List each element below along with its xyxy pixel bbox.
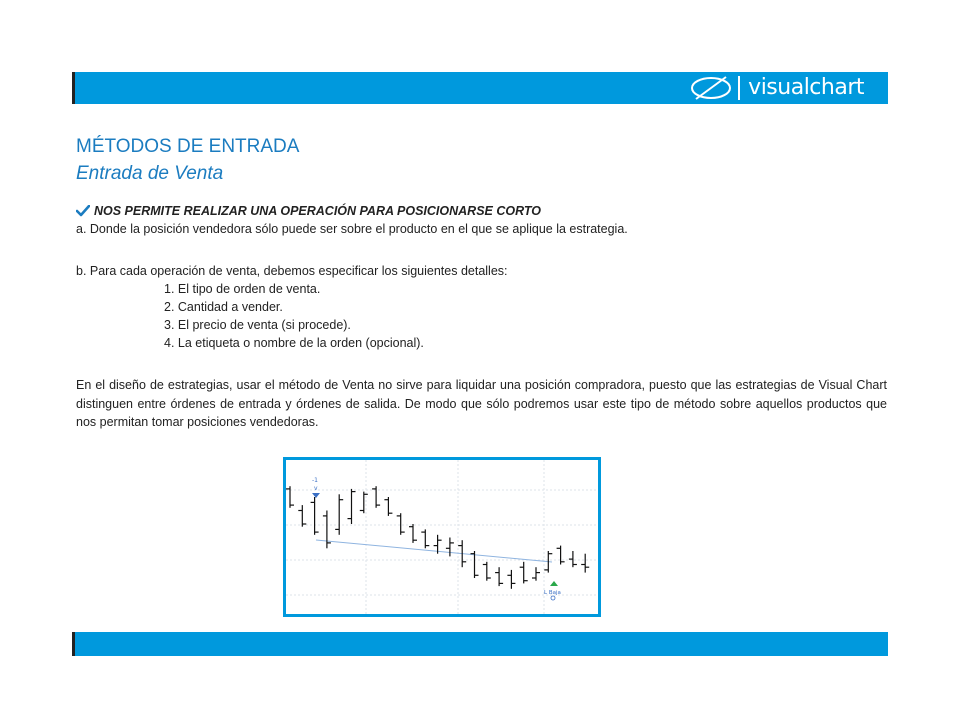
page-title: MÉTODOS DE ENTRADA (76, 136, 300, 157)
detail-3: 3. El precio de venta (si procede). (164, 318, 351, 332)
ohlc-bar (446, 538, 454, 557)
exit-label: L Baja (544, 590, 561, 596)
detail-4: 4. La etiqueta o nombre de la orden (opcional). (164, 336, 424, 350)
ohlc-bar (286, 486, 294, 508)
ohlc-bar (495, 567, 503, 586)
trend-line (316, 540, 552, 562)
visualchart-logo-icon (688, 75, 734, 101)
ohlc-bar (298, 505, 306, 527)
entry-label: -1 (312, 477, 318, 484)
header-bar (72, 72, 888, 104)
ohlc-bar (360, 492, 368, 514)
brand-name: visualchart (738, 76, 864, 100)
entry-arrow-icon (312, 493, 320, 498)
page-subtitle: Entrada de Venta (76, 163, 224, 184)
ohlc-bar (581, 554, 589, 573)
ohlc-bar (348, 489, 356, 524)
visualchart-logo (688, 75, 864, 101)
ohlc-bar (409, 524, 417, 543)
chart-screenshot (283, 457, 601, 617)
footer-bar (72, 632, 888, 656)
ohlc-bar (397, 513, 405, 535)
ohlc-bar (335, 494, 343, 535)
body-paragraph: En el diseño de estrategias, usar el método de Venta no sirve para liquidar una posición compradora, puesto que las estrategias de Visual Chart distinguen entre órdenes de entrada y órdenes de salida. De modo que sólo podremos usar este tipo de método sobre aquellos productos que nos permitan tomar posiciones vendedoras. (76, 378, 887, 429)
item-b: b. Para cada operación de venta, debemos especificar los siguientes detalles: (76, 264, 508, 278)
ohlc-bar (311, 497, 319, 535)
bullet-text: NOS PERMITE REALIZAR UNA OPERACIÓN PARA POSICIONARSE CORTO (94, 204, 542, 218)
ohlc-bar (421, 529, 429, 548)
checkmark-icon (76, 205, 90, 217)
bullet-heading (76, 204, 541, 218)
exit-arrow-icon (550, 581, 558, 586)
price-chart (286, 460, 598, 614)
ohlc-bar (532, 567, 540, 581)
ohlc-bar (483, 562, 491, 581)
ohlc-bar (323, 511, 331, 549)
item-a: a. Donde la posición vendedora sólo puede ser sobre el producto en el que se aplique la estrategia. (76, 222, 628, 236)
exit-marker (551, 596, 555, 600)
ohlc-bar (507, 570, 515, 589)
detail-1: 1. El tipo de orden de venta. (164, 282, 321, 296)
ohlc-bar (372, 486, 380, 508)
entry-marker: v (314, 485, 318, 492)
ohlc-bar (384, 497, 392, 516)
ohlc-bar (520, 562, 528, 584)
detail-2: 2. Cantidad a vender. (164, 300, 283, 314)
ohlc-bar (557, 546, 565, 565)
ohlc-bar (569, 551, 577, 567)
